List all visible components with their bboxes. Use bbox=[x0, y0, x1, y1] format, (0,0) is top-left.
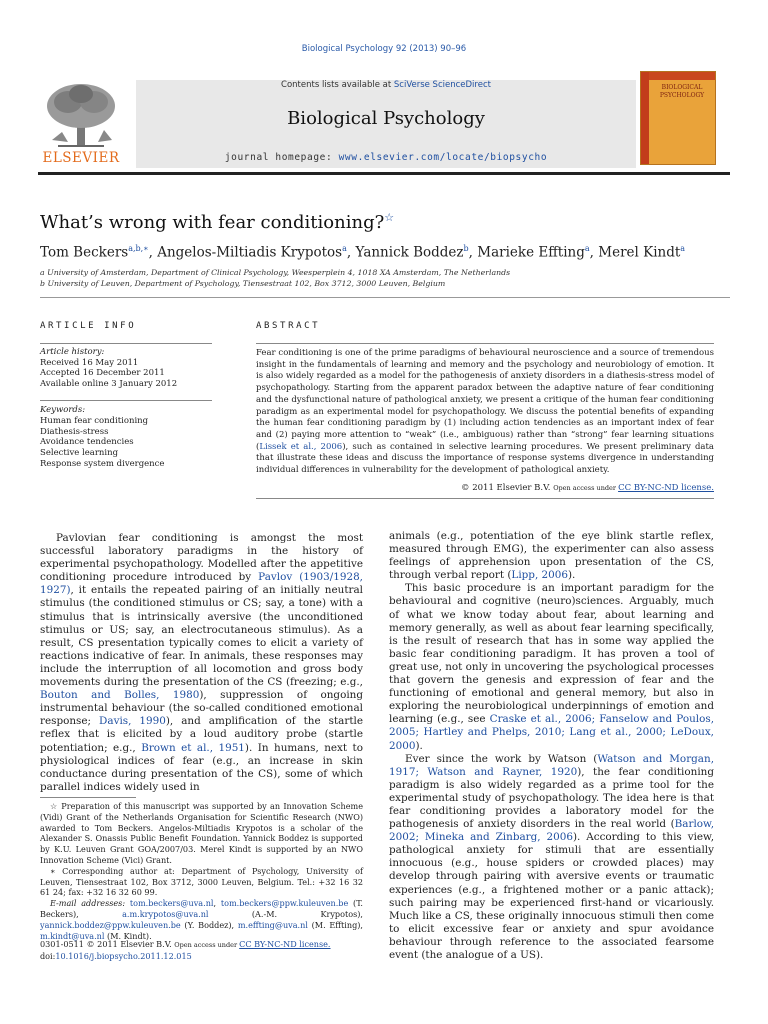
author-affiliation-mark[interactable]: a bbox=[680, 244, 686, 253]
email-link[interactable]: a.m.krypotos@uva.nl bbox=[122, 908, 209, 919]
author-name: Angelos-Miltiadis Krypotos bbox=[157, 244, 343, 261]
body-column-right bbox=[389, 530, 714, 962]
author-affiliation-mark[interactable]: a bbox=[584, 244, 590, 253]
author-affiliation-mark[interactable]: a bbox=[342, 244, 347, 253]
elsevier-wordmark: ELSEVIER bbox=[42, 150, 120, 166]
keywords-label: Keywords: bbox=[40, 405, 86, 415]
article-info-heading: ARTICLE INFO bbox=[40, 321, 137, 331]
affiliation-rule bbox=[40, 297, 730, 298]
email-footnote: E-mail addresses: tom.beckers@uva.nl, tom.beckers@ppw.kuleuven.be (T. Beckers), a.m.krypotos@uva.nl (A.-M. Krypotos), yannick.boddez@ppw.kuleuven.be (Y. Boddez), m.effting@uva.nl (M. Effting), m.kindt@uva.nl (M. Kindt). bbox=[40, 898, 363, 941]
body-paragraph: animals (e.g., potentiation of the eye blink startle reflex, measured through EMG), the experimenter can also assess feelings of apprehension upon presentation of the CS, through verbal report (Lipp, 2006). bbox=[389, 530, 714, 582]
author-name: Yannick Boddez bbox=[355, 244, 464, 261]
footnote-rule bbox=[40, 797, 136, 798]
keyword: Human fear conditioning bbox=[40, 415, 149, 426]
license-link[interactable]: CC BY-NC-ND license. bbox=[239, 939, 331, 949]
abstract-rule bbox=[256, 343, 714, 344]
article-info-rule bbox=[40, 343, 212, 344]
contents-line: Contents lists available at SciVerse ScienceDirect bbox=[281, 80, 491, 90]
title-footnote-mark[interactable]: ☆ bbox=[384, 211, 395, 224]
funding-footnote: ☆ Preparation of this manuscript was supported by an Innovation Scheme (Vidi) Grant of the Netherlands Organisation for Scientific Research (NWO) awarded to Tom Beckers. Angelos-Miltiadis Krypotos is a scholar of the Alexander S. Onassis Public Benefit Foundation. Yannick Boddez is supported by K.U. Leuven Grant GOA/2007/03. Merel Kindt is supported by an NWO Innovation Scheme (Vici) Grant. bbox=[40, 801, 363, 865]
license-link[interactable]: CC BY-NC-ND license. bbox=[618, 483, 714, 493]
citation-link[interactable]: Watson and Morgan, 1917; Watson and Rayner, 1920 bbox=[389, 752, 714, 778]
author-list: Tom Beckers$^{a,b,∗}$, Angelos-Miltiadis Krypotos$^a$, Yannick Boddez$^b$, Marieke Effting$^a$, Merel Kindt$^a$ bbox=[40, 244, 686, 261]
keyword: Selective learning bbox=[40, 448, 119, 459]
history-label: Article history: bbox=[40, 347, 105, 357]
keywords-rule bbox=[40, 400, 212, 401]
citation-link[interactable]: Lissek et al., 2006 bbox=[259, 441, 343, 452]
affiliation-a: a University of Amsterdam, Department of Clinical Psychology, Weesperplein 4, 1018 XA Amsterdam, The Netherlands bbox=[40, 268, 511, 277]
body-paragraph: Ever since the work by Watson (Watson and Morgan, 1917; Watson and Rayner, 1920), the fear conditioning paradigm is also widely regarded as a prime tool for the experimental study of psychopathology. The idea here is that fear conditioning provides a laboratory model for the pathogenesis of anxiety disorders in the real world (Barlow, 2002; Mineka and Zinbarg, 2006). According to this view, pathological anxiety for stimuli that are essentially innocuous (e.g., house spiders or crowded places) may develop through pairing with aversive events or traumatic experiences (e.g., a frightened mother or a panic attack); such pairing may be experienced first-hand or vicariously. Much like a CS, these originally innocuous stimuli then come to elicit excessive fear or anxiety and spur avoidance behaviour through reference to the associated fearsome event (the analogue of a US). bbox=[389, 752, 715, 961]
author-affiliation-mark[interactable]: b bbox=[463, 244, 469, 253]
history-received: Received 16 May 2011 bbox=[40, 357, 139, 368]
email-link[interactable]: tom.beckers@ppw.kuleuven.be bbox=[220, 898, 349, 909]
journal-reference[interactable]: Biological Psychology 92 (2013) 90–96 bbox=[301, 44, 467, 54]
body-paragraph: This basic procedure is an important paradigm for the behavioural and cognitive (neuro)sciences. Arguably, much of what we know today about fear, about learning and memory generally, as well as about fear learning specifically, is the result of research that has in some way applied the basic fear conditioning paradigm. It has proven a tool of great use, not only in uncovering the psychological processes that govern the genesis and expression of fear and the functioning of emotional and general memory, but also in exploring the neurobiological underpinnings of emotion and learning (e.g., see Craske et al., 2006; Fanselow and Poulos, 2005; Hartley and Phelps, 2010; Lang et al., 2000; LeDoux, 2000). bbox=[389, 582, 714, 752]
email-link[interactable]: m.effting@uva.nl bbox=[237, 919, 308, 930]
affiliation-b: b University of Leuven, Department of Psychology, Tiensestraat 102, Box 3712, 3000 Leuven, Belgium bbox=[40, 279, 446, 288]
homepage-link[interactable]: www.elsevier.com/locate/biopsycho bbox=[338, 152, 548, 163]
author-affiliation-mark[interactable]: a,b,∗ bbox=[128, 244, 149, 253]
author-name: Marieke Effting bbox=[477, 244, 585, 261]
abstract-bottom-rule bbox=[256, 498, 714, 499]
abstract-text: Fear conditioning is one of the prime paradigms of behavioural neuroscience and a source of tremendous insight in the fundamentals of learning and memory and the psychology and neurobiology of emotion. It is also widely regarded as a model for the pathogenesis of anxiety disorders in a diathesis-stress model of psychopathology. Starting from the apparent paradox between the adaptive nature of fear conditioning and the dysfunctional nature of pathological anxiety, we present a critique of the human fear conditioning paradigm as an experimental model for psychopathology. We discuss the potential benefits of expanding the human fear conditioning paradigm by (1) including action tendencies as an important index of fear and (2) paying more attention to “weak” (i.e., ambiguous) rather than “strong” fear learning situations (Lissek et al., 2006), such as contained in selective learning procedures. We present preliminary data that illustrate these ideas and discuss the importance of response systems divergence in understanding individual differences in vulnerability for the development of pathological anxiety. bbox=[256, 348, 714, 476]
header-rule bbox=[38, 172, 730, 175]
sciencedirect-link[interactable]: SciVerse ScienceDirect bbox=[393, 80, 491, 90]
keywords bbox=[40, 405, 164, 470]
email-link[interactable]: yannick.boddez@ppw.kuleuven.be bbox=[40, 919, 181, 930]
author-name: Tom Beckers bbox=[40, 244, 129, 261]
citation-link[interactable]: Lipp, 2006 bbox=[511, 569, 568, 582]
citation-link[interactable]: Brown et al., 1951 bbox=[141, 741, 245, 754]
copyright-line: © 2011 Elsevier B.V. Open access under CC BY-NC-ND license. bbox=[461, 483, 714, 493]
keyword: Avoidance tendencies bbox=[40, 437, 134, 448]
footnotes bbox=[40, 801, 363, 941]
keyword: Response system divergence bbox=[40, 458, 165, 469]
article-title: What’s wrong with fear conditioning?☆ bbox=[40, 211, 395, 233]
email-link[interactable]: tom.beckers@uva.nl bbox=[129, 898, 214, 909]
history-accepted: Accepted 16 December 2011 bbox=[40, 368, 165, 379]
abstract-heading: ABSTRACT bbox=[256, 321, 321, 331]
doi-line: doi:10.1016/j.biopsycho.2011.12.015 bbox=[40, 951, 192, 961]
doi-link[interactable]: 10.1016/j.biopsycho.2011.12.015 bbox=[55, 951, 192, 961]
homepage-line: journal homepage: www.elsevier.com/locate/biopsycho bbox=[224, 152, 548, 163]
citation-link[interactable]: Pavlov (1903/1928, 1927) bbox=[40, 571, 363, 597]
author-name: Merel Kindt bbox=[598, 244, 681, 261]
citation-link[interactable]: Craske et al., 2006; Fanselow and Poulos, 2005; Hartley and Phelps, 2010; Lang et al., 2000; LeDoux, 2000 bbox=[389, 713, 714, 752]
corresponding-author-footnote: ∗ Corresponding author at: Department of Psychology, University of Leuven, Tiensestraat 102, Box 3712, 3000 Leuven, Belgium. Tel.: +32 16 32 61 24; fax: +32 16 32 60 99. bbox=[40, 865, 363, 898]
article-history bbox=[40, 347, 177, 389]
journal-title: Biological Psychology bbox=[287, 108, 485, 129]
cover-title: BIOLOGICAL PSYCHOLOGY bbox=[659, 84, 705, 99]
bottom-reference bbox=[40, 939, 331, 962]
email-link[interactable]: m.kindt@uva.nl bbox=[40, 930, 105, 941]
history-online: Available online 3 January 2012 bbox=[40, 378, 178, 389]
issn-line: 0301-0511 © 2011 Elsevier B.V. Open access under CC BY-NC-ND license. bbox=[40, 939, 331, 949]
citation-link[interactable]: Barlow, 2002; Mineka and Zinbarg, 2006 bbox=[389, 818, 714, 844]
body-column-left: Pavlovian fear conditioning is amongst the most successful laboratory paradigms in the history of experimental psychopathology. Modelled after the appetitive conditioning procedure introduced by Pavlov (1903/1928, 1927), it entails the repeated pairing of an initially neutral stimulus (the conditioned stimulus or CS; say, a tone) with a stimulus that is intrinsically aversive (the unconditioned stimulus or US; say, an electrocutaneous stimulus). As a result, CS presentation typically comes to elicit a variety of reactions indicative of fear. In animals, these responses may include the interruption of all locomotion and gross body movements during the presentation of the CS (freezing; e.g., Bouton and Bolles, 1980), suppression of ongoing instrumental behaviour (the so-called conditioned emotional response; Davis, 1990), and amplification of the startle reflex that is elicited by a loud auditory probe (startle potentiation; e.g., Brown et al., 1951). In humans, next to physiological indices of fear (e.g., an increase in skin conductance during presentation of the CS), some of which parallel indices widely used in bbox=[40, 532, 363, 793]
citation-link[interactable]: Bouton and Bolles, 1980 bbox=[40, 689, 200, 702]
journal-cover-thumbnail[interactable] bbox=[640, 71, 716, 165]
citation-link[interactable]: Davis, 1990 bbox=[99, 715, 166, 728]
keyword: Diathesis-stress bbox=[40, 426, 109, 437]
